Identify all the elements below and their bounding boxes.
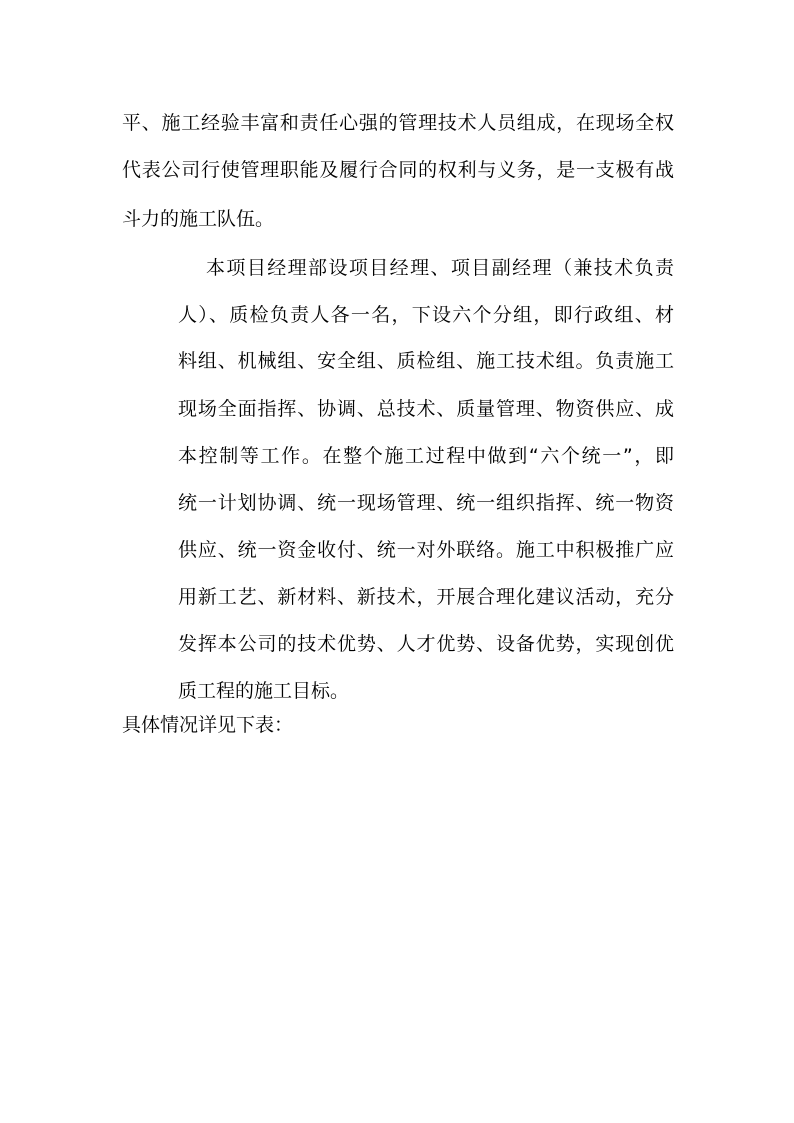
paragraph-line: 料组、机械组、安全组、质检组、施工技术组。负责施工 [178,350,674,372]
paragraph-line: 代表公司行使管理职能及履行合同的权利与义务，是一支极有战 [122,159,674,181]
paragraph-line: 用新工艺、新材料、新技术，开展合理化建议活动，充分 [178,586,674,608]
paragraph-line: 发挥本公司的技术优势、人才优势、设备优势，实现创优 [178,633,674,655]
paragraph-line: 斗力的施工队伍。 [122,208,275,230]
paragraph-line: 本控制等工作。在整个施工过程中做到“六个统一”，即 [178,445,674,467]
paragraph-line: 现场全面指挥、协调、总技术、质量管理、物资供应、成 [178,398,674,420]
paragraph-line: 人）、质检负责人各一名，下设六个分组，即行政组、材 [178,304,674,326]
closing-line: 具体情况详见下表： [122,714,294,736]
paragraph-line: 质工程的施工目标。 [178,680,350,702]
paragraph-line: 本项目经理部设项目经理、项目副经理（兼技术负责 [206,257,674,279]
paragraph-line: 平、施工经验丰富和责任心强的管理技术人员组成，在现场全权 [122,112,674,134]
paragraph-line: 供应、统一资金收付、统一对外联络。施工中积极推广应 [178,539,674,561]
paragraph-line: 统一计划协调、统一现场管理、统一组织指挥、统一物资 [178,492,674,514]
